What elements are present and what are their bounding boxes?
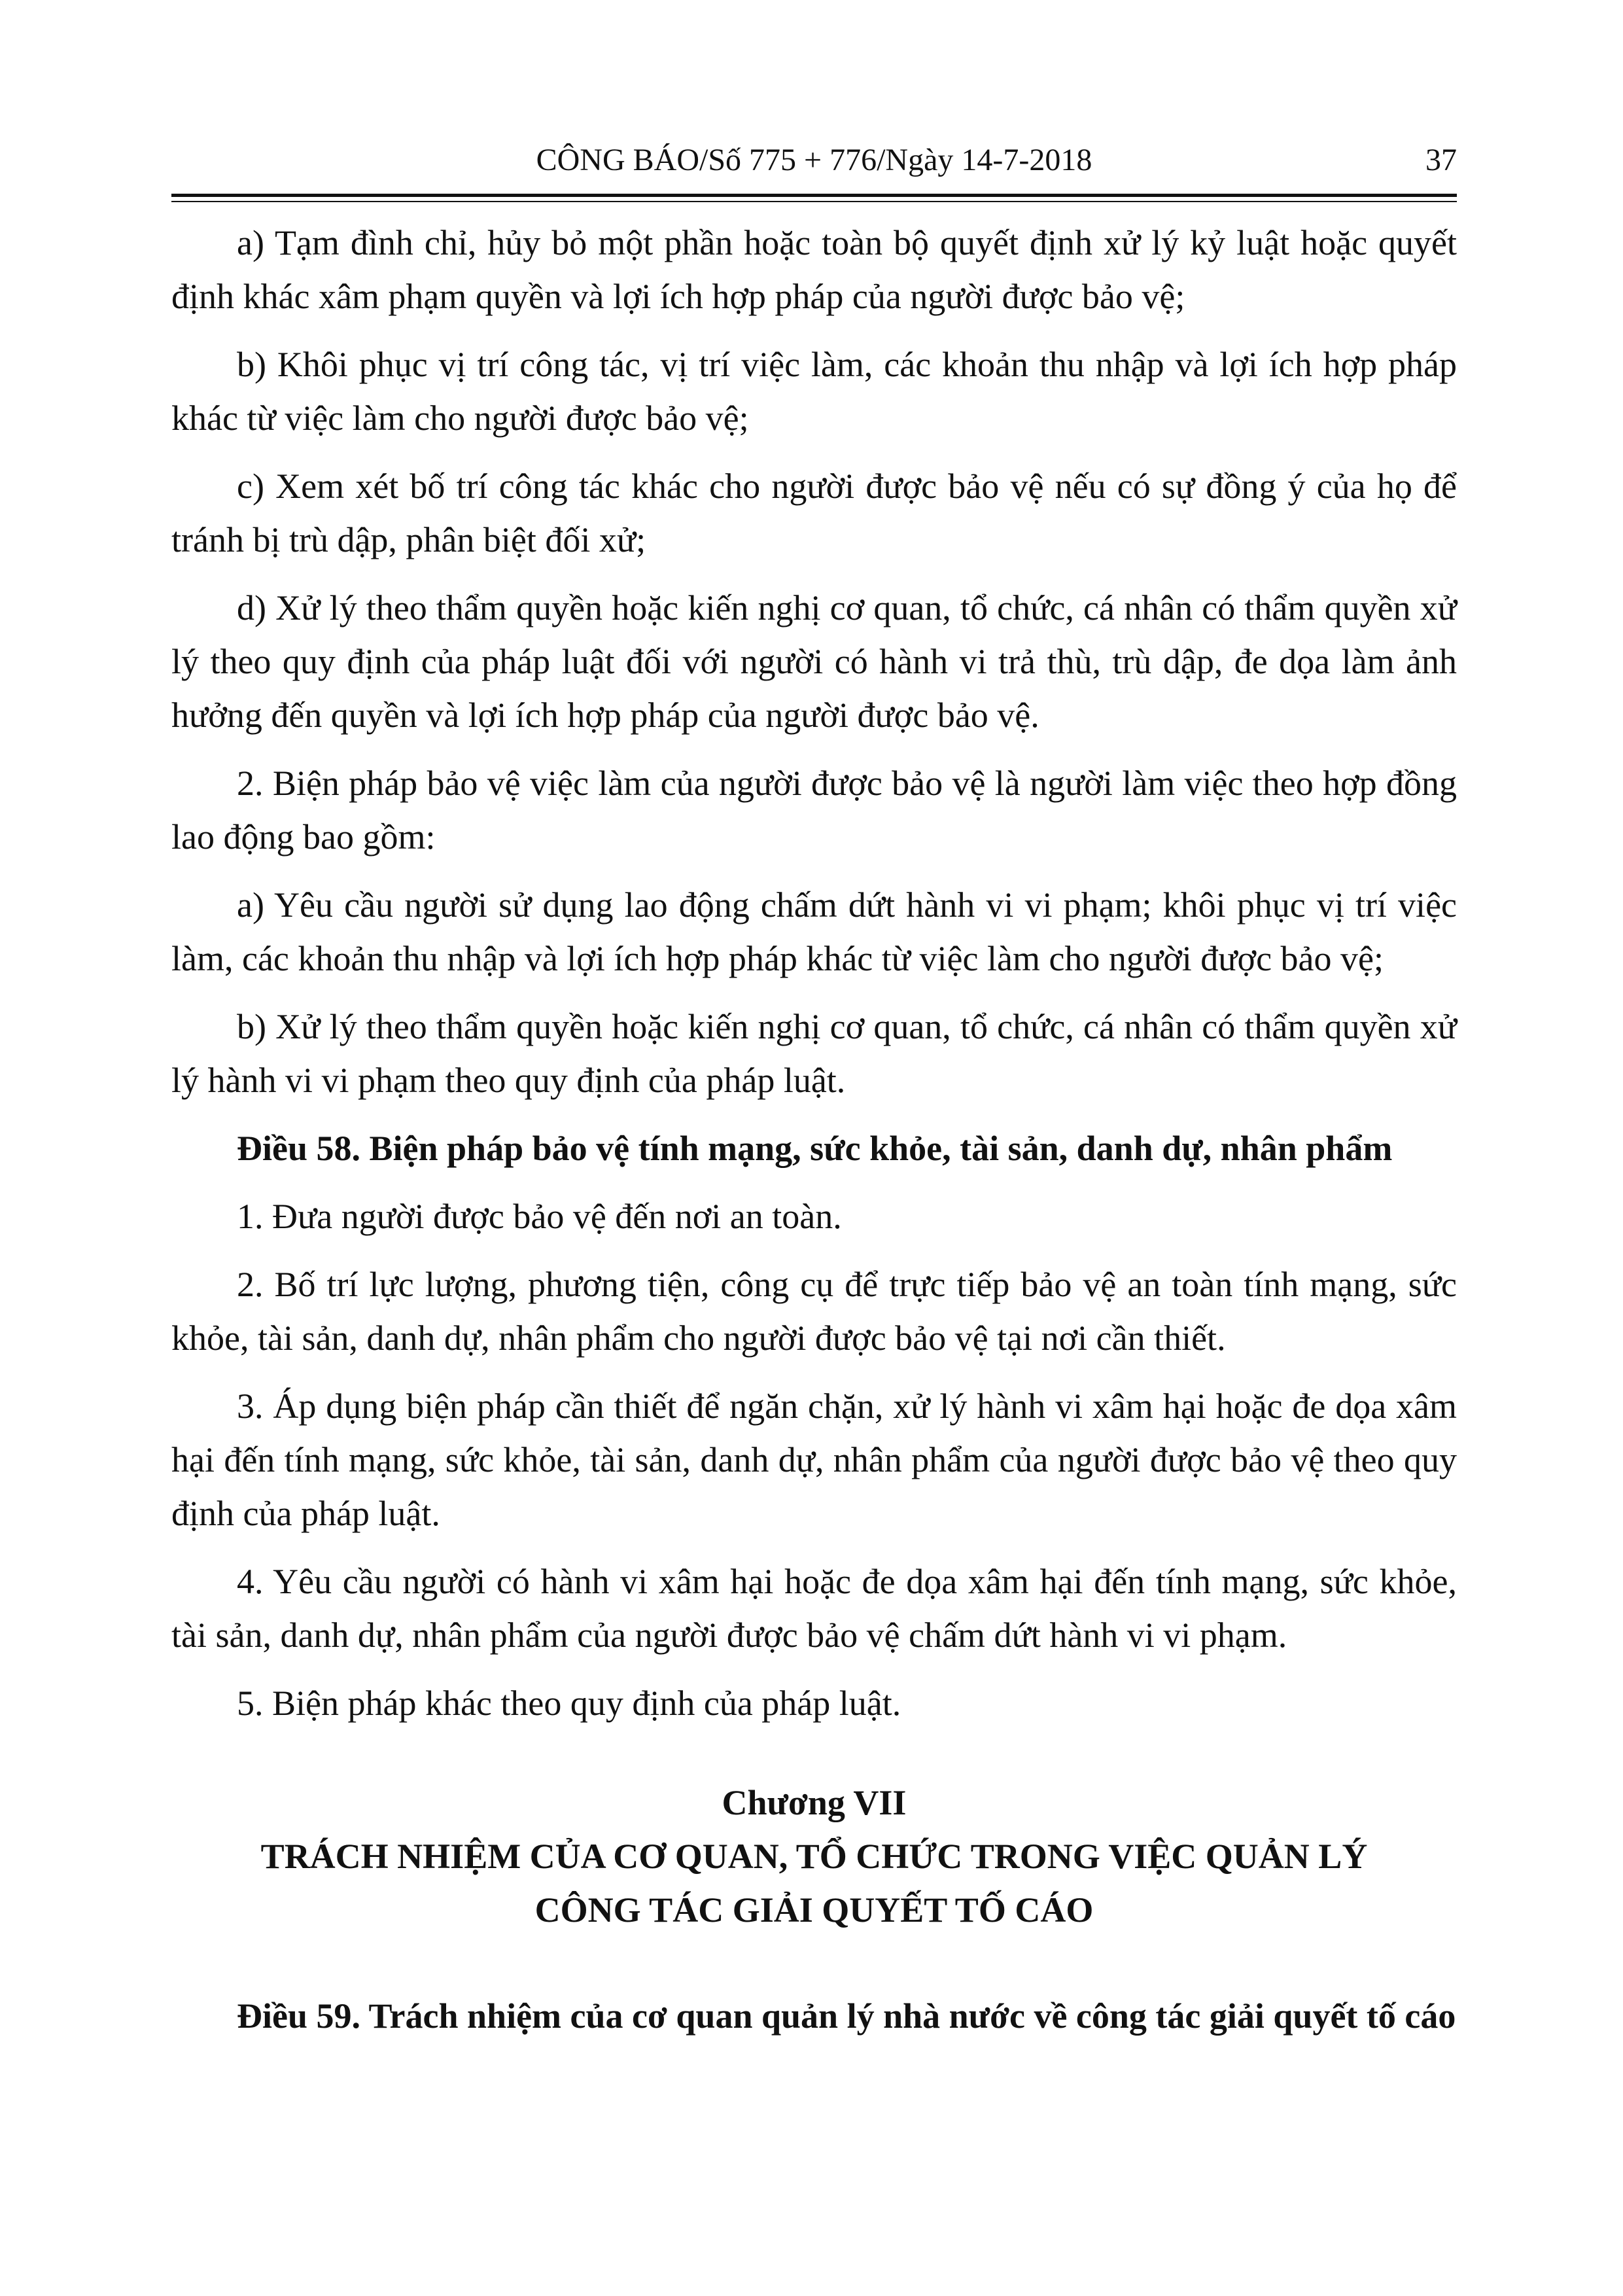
header-rule-thick <box>171 194 1457 197</box>
gazette-title: CÔNG BÁO/Số 775 + 776/Ngày 14-7-2018 <box>536 143 1092 177</box>
paragraph: c) Xem xét bố trí công tác khác cho người được bảo vệ nếu có sự đồng ý của họ để tránh bị trù dập, phân biệt đối xử; <box>171 467 1457 559</box>
page-header <box>171 134 1457 186</box>
chapter-label: Chương VII <box>722 1783 907 1822</box>
chapter-heading <box>171 1776 1457 1937</box>
header-rule-thin <box>171 201 1457 202</box>
article-58-item: 2. Bố trí lực lượng, phương tiện, công cụ để trực tiếp bảo vệ an toàn tính mạng, sức khỏe, tài sản, danh dự, nhân phẩm cho người được bảo vệ tại nơi cần thiết. <box>171 1265 1457 1358</box>
paragraph: 2. Biện pháp bảo vệ việc làm của người được bảo vệ là người làm việc theo hợp đồng lao động bao gồm: <box>171 764 1457 857</box>
article-59-heading: Điều 59. Trách nhiệm của cơ quan quản lý nhà nước về công tác giải quyết tố cáo <box>237 1996 1456 2036</box>
chapter-title-line-2: CÔNG TÁC GIẢI QUYẾT TỐ CÁO <box>534 1890 1094 1930</box>
article-58-item: 1. Đưa người được bảo vệ đến nơi an toàn. <box>237 1197 842 1236</box>
paragraph: b) Khôi phục vị trí công tác, vị trí việc làm, các khoản thu nhập và lợi ích hợp pháp khác từ việc làm cho người được bảo vệ; <box>171 345 1457 438</box>
article-58-item: 3. Áp dụng biện pháp cần thiết để ngăn chặn, xử lý hành vi xâm hại hoặc đe dọa xâm hại đến tính mạng, sức khỏe, tài sản, danh dự, nhân phẩm của người được bảo vệ theo quy định của pháp luật. <box>171 1386 1457 1533</box>
article-58-heading: Điều 58. Biện pháp bảo vệ tính mạng, sức khỏe, tài sản, danh dự, nhân phẩm <box>237 1129 1393 1168</box>
paragraph: a) Tạm đình chỉ, hủy bỏ một phần hoặc toàn bộ quyết định xử lý kỷ luật hoặc quyết định khác xâm phạm quyền và lợi ích hợp pháp của người được bảo vệ; <box>171 223 1457 316</box>
document-body <box>171 216 1457 2057</box>
article-58-item: 5. Biện pháp khác theo quy định của pháp luật. <box>237 1684 901 1723</box>
paragraph: b) Xử lý theo thẩm quyền hoặc kiến nghị cơ quan, tổ chức, cá nhân có thẩm quyền xử lý hành vi vi phạm theo quy định của pháp luật. <box>171 1007 1457 1100</box>
paragraph: d) Xử lý theo thẩm quyền hoặc kiến nghị cơ quan, tổ chức, cá nhân có thẩm quyền xử lý theo quy định của pháp luật đối với người có hành vi trả thù, trù dập, đe dọa làm ảnh hưởng đến quyền và lợi ích hợp pháp của người được bảo vệ. <box>171 588 1457 735</box>
article-58-item: 4. Yêu cầu người có hành vi xâm hại hoặc đe dọa xâm hại đến tính mạng, sức khỏe, tài sản, danh dự, nhân phẩm của người được bảo vệ chấm dứt hành vi vi phạm. <box>171 1562 1457 1655</box>
page-number: 37 <box>1425 143 1457 177</box>
chapter-title-line-1: TRÁCH NHIỆM CỦA CƠ QUAN, TỔ CHỨC TRONG VIỆC QUẢN LÝ <box>260 1837 1368 1876</box>
paragraph: a) Yêu cầu người sử dụng lao động chấm dứt hành vi vi phạm; khôi phục vị trí việc làm, các khoản thu nhập và lợi ích hợp pháp khác từ việc làm cho người được bảo vệ; <box>171 885 1457 978</box>
